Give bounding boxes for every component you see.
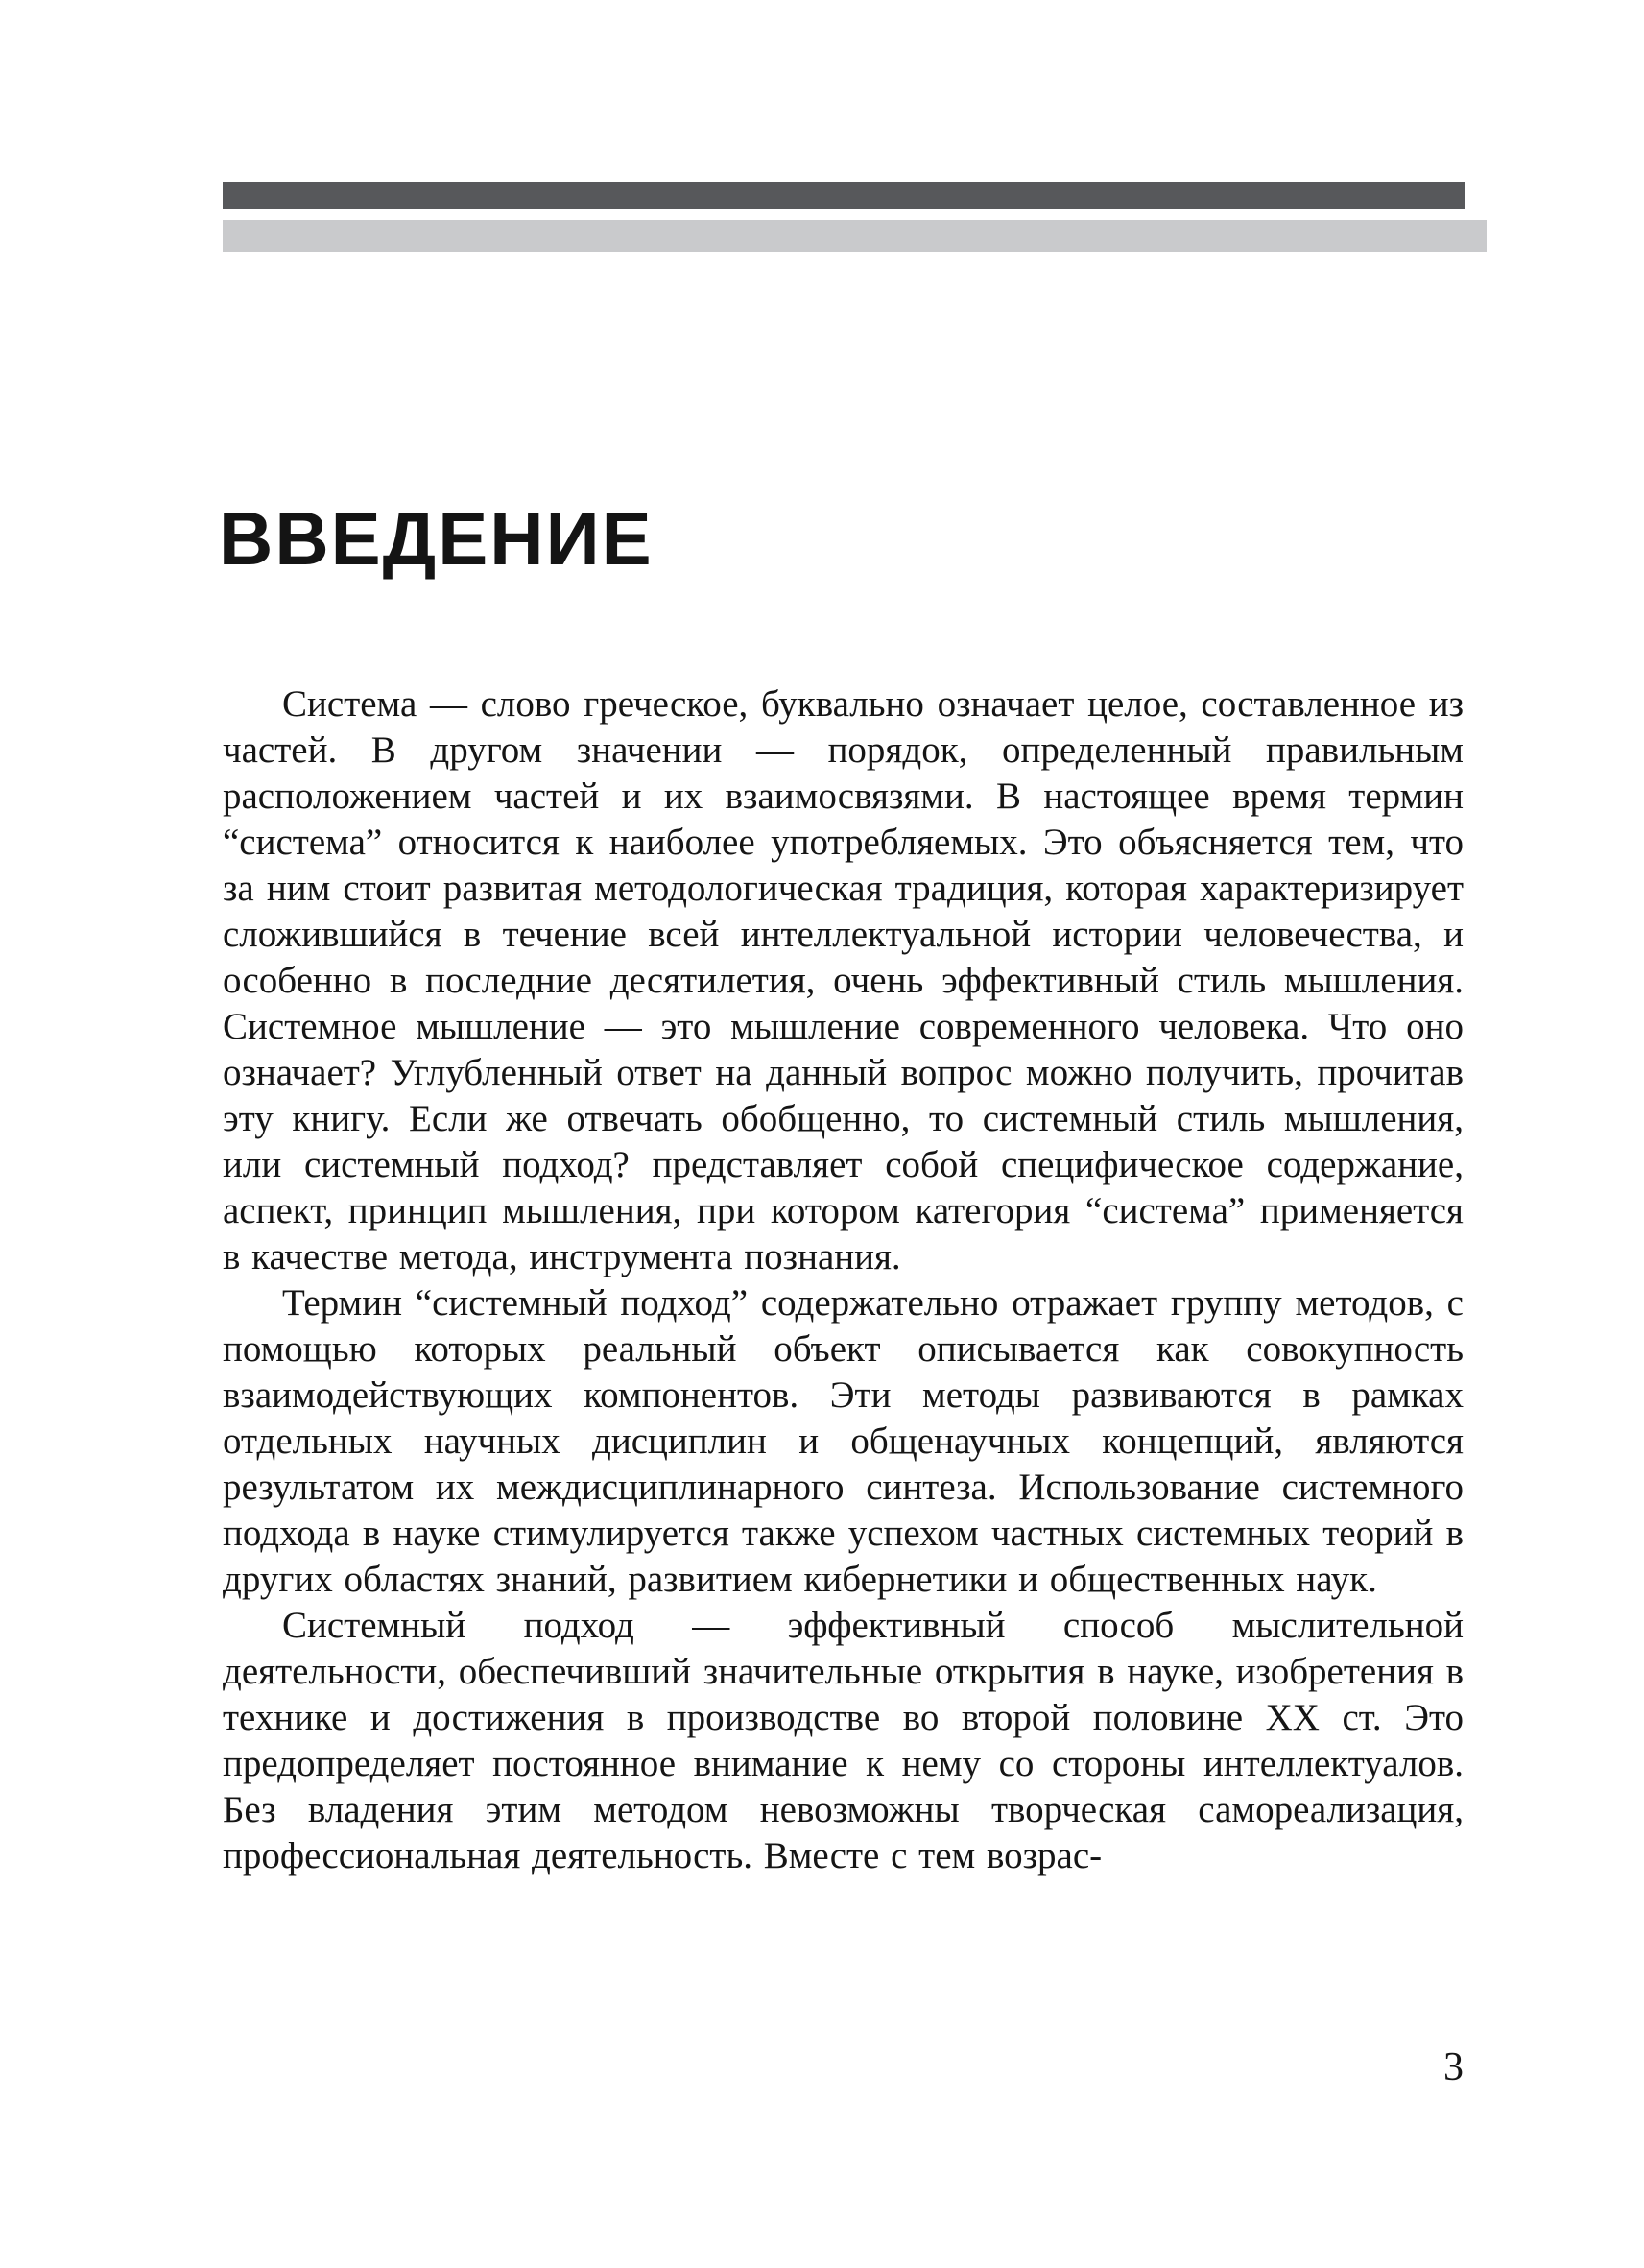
page-number: 3 [1443, 2045, 1464, 2089]
header-rule-light [223, 220, 1487, 252]
paragraph-3: Системный подход — эффективный способ мыслительной деятельности, обеспечивший значительные открытия в науке, изобретения в технике и достижения в производстве во второй половине XX ст. Это предопределяет постоянное внимание к нему со стороны интеллектуалов. Без владения этим методом невозможны творческая самореализация, профессиональная деятельность. Вместе с тем возрас- [223, 1605, 1464, 1876]
chapter-title: ВВЕДЕНИЕ [219, 496, 654, 581]
body-text-block [223, 681, 1464, 1879]
header-rule-dark [223, 182, 1465, 209]
paragraph-2: Термин “системный подход” содержательно отражает группу методов, с помощью которых реальный объект описывается как совокупность взаимодействующих компонентов. Эти методы развиваются в рамках отдельных научных дисциплин и общенаучных концепций, являются результатом их междисциплинарного синтеза. Использование системного подхода в науке стимулируется также успехом частных системных теорий в других областях знаний, развитием кибернетики и общественных наук. [223, 1282, 1464, 1600]
paragraph-1: Система — слово греческое, буквально означает целое, составленное из частей. В другом значении — порядок, определенный правильным расположением частей и их взаимосвязями. В настоящее время термин “система” относится к наиболее употребляемых. Это объясняется тем, что за ним стоит развитая методологическая традиция, которая характеризирует сложившийся в течение всей интеллектуальной истории человечества, и особенно в последние десятилетия, очень эффективный стиль мышления. Системное мышление — это мышление современного человека. Что оно означает? Углубленный ответ на данный вопрос можно получить, прочитав эту книгу. Если же отвечать обобщенно, то системный стиль мышления, или системный подход? представляет собой специфическое содержание, аспект, принцип мышления, при котором категория “система” применяется в качестве метода, инструмента познания. [223, 683, 1464, 1277]
